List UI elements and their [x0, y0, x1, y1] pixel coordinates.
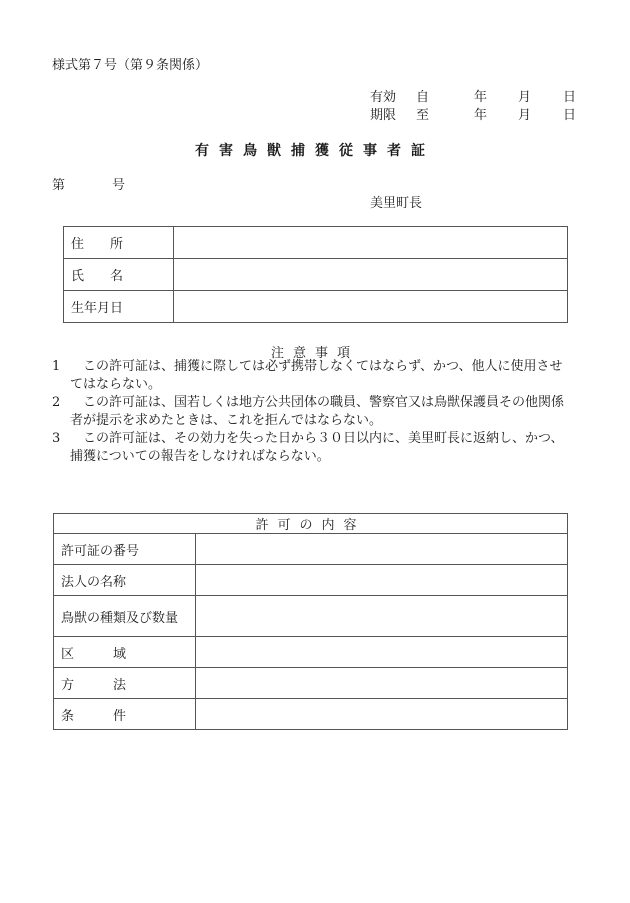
area-field[interactable] [196, 637, 568, 668]
method-label: 方 法 [54, 668, 196, 699]
table-header-row [54, 514, 568, 534]
corporation-name-field[interactable] [196, 565, 568, 596]
validity-to-month: 月 [518, 108, 532, 123]
notice-number: 2 [52, 395, 61, 410]
validity-to-year: 年 [474, 108, 488, 123]
notice-number: 1 [52, 359, 61, 374]
corporation-name-label: 法人の名称 [54, 565, 196, 596]
validity-to: 至 [416, 108, 430, 123]
permit-number-label: 許可証の番号 [54, 534, 196, 565]
address-label: 住 所 [64, 227, 174, 259]
table-row [64, 291, 568, 323]
validity-from-year: 年 [474, 90, 488, 105]
notice-list [52, 358, 572, 466]
conditions-label: 条 件 [54, 699, 196, 730]
conditions-field[interactable] [196, 699, 568, 730]
notice-text: この許可証は、その効力を失った日から３０日以内に、美里町長に返納し、かつ、捕獲についての報告をしなければならない。 [70, 431, 564, 464]
validity-from-row [370, 89, 576, 107]
notice-number: 3 [52, 431, 61, 446]
species-quantity-field[interactable] [196, 596, 568, 637]
table-row [54, 596, 568, 637]
table-row [54, 534, 568, 565]
validity-period [370, 89, 576, 125]
permit-table-header: 許可の内容 [54, 514, 568, 534]
address-field[interactable] [174, 227, 568, 259]
birthdate-label: 生年月日 [64, 291, 174, 323]
document-title: 有害鳥獣捕獲従事者証 [195, 143, 435, 159]
form-number: 様式第７号（第９条関係） [52, 58, 209, 73]
table-row [54, 668, 568, 699]
certificate-number-line [52, 174, 125, 193]
species-quantity-label: 鳥獣の種類及び数量 [54, 596, 196, 637]
table-row [64, 227, 568, 259]
birthdate-field[interactable] [174, 291, 568, 323]
validity-to-day: 日 [563, 108, 577, 123]
number-suffix: 号 [112, 178, 126, 193]
validity-from-day: 日 [563, 90, 577, 105]
validity-from-month: 月 [518, 90, 532, 105]
notice-item [52, 430, 572, 466]
issuer: 美里町長 [370, 196, 423, 211]
notice-title: 注意事項 [270, 346, 359, 361]
table-row [54, 699, 568, 730]
validity-label-2: 期限 [370, 108, 397, 123]
notice-item [52, 358, 572, 394]
table-row [54, 565, 568, 596]
notice-text: この許可証は、国若しくは地方公共団体の職員、警察官又は鳥獣保護員その他関係者が提示を求めたときは、これを拒んではならない。 [70, 395, 565, 428]
validity-to-row [370, 107, 576, 125]
name-label: 氏 名 [64, 259, 174, 291]
permit-number-field[interactable] [196, 534, 568, 565]
personal-info-table [63, 226, 568, 323]
validity-label-1: 有効 [370, 90, 397, 105]
area-label: 区 域 [54, 637, 196, 668]
validity-from: 自 [416, 90, 430, 105]
name-field[interactable] [174, 259, 568, 291]
number-prefix: 第 [52, 178, 66, 193]
notice-item [52, 394, 572, 430]
notice-text: この許可証は、捕獲に際しては必ず携帯しなくてはならず、かつ、他人に使用させてはならない。 [70, 359, 563, 392]
method-field[interactable] [196, 668, 568, 699]
table-row [54, 637, 568, 668]
table-row [64, 259, 568, 291]
permit-content-table [53, 513, 568, 730]
